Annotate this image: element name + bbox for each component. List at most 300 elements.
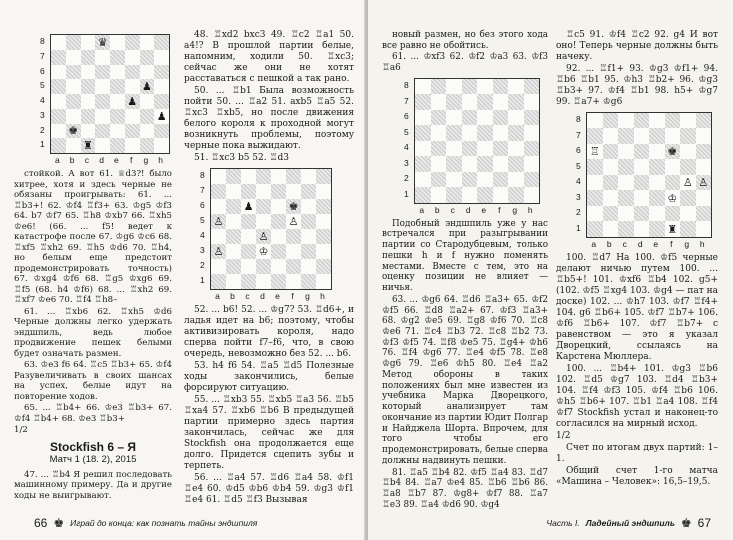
board-square [603, 144, 619, 160]
board-square [649, 128, 665, 144]
board-square [649, 190, 665, 206]
board-square [81, 94, 96, 109]
board-square [634, 221, 650, 237]
board-square [226, 244, 241, 259]
board-square [211, 229, 226, 244]
board-square [446, 125, 462, 141]
board-square [154, 94, 169, 109]
board-square [665, 144, 681, 160]
board-square [256, 214, 271, 229]
board-square [524, 172, 540, 188]
file-label: a [419, 204, 425, 215]
file-label: a [591, 238, 597, 249]
rank-label: 6 [40, 65, 45, 76]
board-square [140, 35, 155, 50]
board-square [524, 110, 540, 126]
file-label: a [215, 290, 220, 301]
board-square [125, 138, 140, 153]
board-square [211, 259, 226, 274]
board-square [431, 79, 447, 95]
right-col1-bottom-text [382, 219, 548, 511]
paragraph: 61. ... ♖xb6 62. ♖xh5 ♔d6 Черные должны легко удержать эндшпиль, ведь любое продвижение пешек белыми будет означать размен. [14, 306, 172, 359]
chess-piece: ♟ [243, 199, 254, 213]
paragraph: 51. ♖xc3 b5 52. ♖d3 [194, 152, 290, 163]
rank-label: 3 [404, 157, 409, 168]
board-square [587, 128, 603, 144]
rank-label: 7 [200, 184, 205, 195]
running-title: Играй до конца: как познать тайны эндшпиля [70, 518, 258, 528]
board-square [316, 259, 331, 274]
file-label: e [481, 204, 487, 215]
chess-piece: ♟ [156, 109, 167, 123]
board-square [618, 206, 634, 222]
board-square [680, 175, 696, 191]
file-label: b [606, 238, 612, 249]
board-square [634, 128, 650, 144]
board-square [110, 124, 125, 139]
board-square [446, 79, 462, 95]
board-square [301, 244, 316, 259]
paragraph: 100. ... ♖b4+ 101. ♔g3 ♖b6 102. ♖d5 ♔g7 103. ♖d4 ♖b3+ 104. ♖f4 ♔f3 105. ♔f4 ♖b6 106. ♔h5 ♖b6+ 107. ♖b1 ♖a4 108. ♖f4 ♔f7 Stockfish устал и наконец-то согласился на мирный исход. [556, 363, 718, 429]
board-square [316, 244, 331, 259]
paragraph: новый размен, но без этого хода все равно не обойтись. [382, 30, 548, 51]
paragraph: 61. ... ♔xf3 62. ♔f2 ♔a3 63. ♔f3 ♖a6 [382, 52, 548, 74]
board-square [446, 141, 462, 157]
rank-label: 7 [40, 50, 45, 61]
board-square [66, 79, 81, 94]
paragraph: 63. ... ♔g6 64. ♖d6 ♖a3+ 65. ♔f2 ♔f5 66. ♖d8 ♖a2+ 67. ♔f3 ♖a3+ 68. ♔g2 ♔e5 69. ♖g8 ♔f6 70. ♖c8 ♔e6 71. ♖c4 ♖b3 72. ♖c8 ♖b2 73. ♔f3 ♔f5 74. ♖f8 ♔e5 75. ♖g4+ ♔h6 76. ♖f4 ♔g6 77. ♖e4 ♔f5 78. ♖e8 ♔g6 79. ♖e6 ♔h5 80. ♖e4 ♖a2 Метод обороны в таких положениях был мне известен из учебника Марка Дворецкого, который анализирует там окончание из партии Юдит Полгар и Найджела Шорта. Впрочем, для того чтобы его продемонстрировать, белые сперва должны надвинуть пешки. [382, 294, 548, 466]
board-square [446, 110, 462, 126]
board-square [211, 184, 226, 199]
board-square [649, 113, 665, 129]
left-page [0, 0, 366, 540]
board-square [81, 109, 96, 124]
board-square [508, 156, 524, 172]
board-square [140, 138, 155, 153]
chess-board [50, 34, 170, 154]
board-square [211, 214, 226, 229]
board-square [462, 94, 478, 110]
board-square [696, 221, 712, 237]
board-square [431, 187, 447, 203]
file-label: h [699, 238, 705, 249]
board-square [95, 124, 110, 139]
paragraph: 52. ... b6! 52. ... ♔g7? 53. ♖d6+, и ладья идет на b6; поэтому, чтобы активизировать короля, надо сперва пойти f7–f6, что, в свою очередь, невозможно без 52. ... b6. [184, 304, 354, 359]
board-square [508, 187, 524, 203]
board-square [508, 79, 524, 95]
board-square [603, 113, 619, 129]
chess-piece: ♛ [97, 35, 108, 49]
board-square [154, 50, 169, 65]
board-square [125, 94, 140, 109]
left-col2-top-text [184, 30, 354, 164]
file-labels [210, 291, 330, 302]
board-square [66, 138, 81, 153]
board-square [696, 113, 712, 129]
left-column-1 [14, 34, 172, 502]
rank-label: 2 [576, 207, 581, 218]
board-square [665, 175, 681, 191]
board-square [680, 221, 696, 237]
board-square [256, 199, 271, 214]
board-square [665, 113, 681, 129]
left-col2-bottom-text [184, 305, 354, 506]
board-square [508, 125, 524, 141]
rank-label: 8 [576, 114, 581, 125]
board-square [271, 169, 286, 184]
board-square [286, 229, 301, 244]
board-square [286, 184, 301, 199]
rank-label: 2 [40, 124, 45, 135]
board-square [271, 184, 286, 199]
file-label: e [114, 155, 119, 165]
part-label: Часть I. [546, 518, 580, 528]
board-square [95, 65, 110, 80]
board-square [286, 259, 301, 274]
board-square [271, 274, 286, 289]
board-square [696, 190, 712, 206]
board-square [665, 206, 681, 222]
board-square [649, 159, 665, 175]
board-square [110, 138, 125, 153]
file-label: c [245, 290, 250, 301]
board-square [680, 206, 696, 222]
king-icon: ♚ [680, 516, 692, 530]
board-square [140, 124, 155, 139]
board-square [477, 110, 493, 126]
file-label: e [275, 290, 280, 301]
board-square [477, 187, 493, 203]
rank-label: 1 [576, 222, 581, 233]
board-square [271, 214, 286, 229]
board-square [462, 110, 478, 126]
rank-label: 6 [200, 199, 205, 210]
rank-label: 3 [576, 191, 581, 202]
board-square [211, 274, 226, 289]
board-square [140, 94, 155, 109]
paragraph: Подобный эндшпиль уже у нас встречался при разыгрывании партии со Стародубцевым, только пешки h и f нужно поменять местами. Вместе с тем, это на оценку позиции не влияет — ничья. [382, 218, 548, 294]
board-square [603, 128, 619, 144]
chess-piece: ♔ [258, 244, 269, 258]
board-square [603, 159, 619, 175]
board-square [256, 244, 271, 259]
file-label: b [69, 155, 75, 165]
board-square [493, 141, 509, 157]
board-square [51, 65, 66, 80]
board-square [696, 128, 712, 144]
running-title: Ладейный эндшпиль [585, 518, 675, 528]
king-icon: ♚ [53, 516, 65, 530]
board-square [211, 244, 226, 259]
rank-label: 5 [576, 160, 581, 171]
board-square [271, 244, 286, 259]
board-square [226, 274, 241, 289]
board-square [587, 175, 603, 191]
board-square [431, 156, 447, 172]
chess-diagram-1 [40, 34, 168, 165]
board-square [316, 274, 331, 289]
board-square [618, 113, 634, 129]
board-square [241, 184, 256, 199]
board-square [618, 144, 634, 160]
board-square [665, 190, 681, 206]
rank-label: 8 [200, 169, 205, 180]
rank-label: 4 [40, 95, 45, 106]
paragraph: 63. ♔e3 f6 64. ♖c5 ♖b3+ 65. ♔f4 Разувеличивать в своих шансах на успех, белые идут на повторение ходов. [14, 360, 172, 402]
rank-label: 4 [576, 176, 581, 187]
board-square [649, 221, 665, 237]
file-label: h [158, 155, 163, 165]
chess-piece: ♙ [258, 229, 269, 243]
board-square [154, 109, 169, 124]
board-square [316, 199, 331, 214]
file-label: b [434, 204, 440, 215]
left-col1-after [14, 470, 172, 501]
board-square [493, 94, 509, 110]
chess-piece: ♙ [213, 244, 224, 258]
board-square [446, 172, 462, 188]
board-square [603, 206, 619, 222]
file-label: c [450, 204, 455, 215]
board-square [431, 110, 447, 126]
paragraph: 55. ... ♖xb3 55. ♖xb5 ♖a3 56. ♖b5 ♖xa4 57. ♖xb6 ♖b6 В предыдущей партии примерно здесь партия закончилась, сейчас же для Stockfish она продолжается еще долго. Придется сцепить зубы и терпеть. [184, 394, 354, 471]
board-square [680, 159, 696, 175]
board-square [125, 79, 140, 94]
board-square [680, 190, 696, 206]
board-square [125, 124, 140, 139]
paragraph: Общий счет 1-го матча «Машина – Человек»: 16,5–19,5. [556, 465, 718, 487]
board-square [154, 79, 169, 94]
chess-piece: ♟ [141, 80, 152, 94]
board-square [271, 259, 286, 274]
rank-label: 7 [576, 129, 581, 140]
board-square [462, 187, 478, 203]
board-square [665, 159, 681, 175]
board-square [226, 199, 241, 214]
file-labels [586, 239, 710, 250]
board-square [493, 172, 509, 188]
paragraph: Счет по итогам двух партий: 1–1. [556, 442, 718, 464]
board-square [603, 190, 619, 206]
rank-label: 1 [40, 139, 45, 150]
board-square [477, 156, 493, 172]
board-square [51, 124, 66, 139]
board-square [154, 124, 169, 139]
board-square [587, 113, 603, 129]
game-subtitle: Матч 1 (18. 2), 2015 [49, 454, 137, 466]
rank-label: 1 [200, 274, 205, 285]
rank-label: 4 [200, 229, 205, 240]
chess-piece: ♖ [589, 145, 600, 159]
board-square [415, 156, 431, 172]
board-square [256, 274, 271, 289]
board-square [301, 274, 316, 289]
paragraph: 1/2 [14, 425, 28, 436]
board-square [66, 109, 81, 124]
board-square [415, 187, 431, 203]
board-square [95, 109, 110, 124]
board-square [81, 79, 96, 94]
board-square [587, 206, 603, 222]
board-square [618, 221, 634, 237]
board-square [431, 125, 447, 141]
board-square [634, 206, 650, 222]
board-square [431, 94, 447, 110]
board-square [66, 65, 81, 80]
board-square [524, 79, 540, 95]
file-label: g [512, 204, 518, 215]
chess-piece: ♙ [698, 176, 709, 190]
board-square [81, 138, 96, 153]
board-square [587, 221, 603, 237]
rank-label: 4 [404, 142, 409, 153]
board-square [587, 159, 603, 175]
board-square [301, 229, 316, 244]
board-square [95, 35, 110, 50]
chess-diagram-3 [404, 78, 538, 216]
rank-labels [40, 34, 45, 152]
board-square [634, 190, 650, 206]
board-square [696, 175, 712, 191]
board-square [241, 229, 256, 244]
page-number: 67 [697, 516, 711, 530]
board-square [125, 109, 140, 124]
board-square [110, 35, 125, 50]
file-label: g [684, 238, 690, 249]
board-square [110, 109, 125, 124]
board-square [286, 214, 301, 229]
board-square [477, 94, 493, 110]
chess-piece: ♔ [667, 191, 678, 205]
board-square [66, 50, 81, 65]
file-label: f [670, 238, 673, 249]
chess-piece: ♙ [288, 214, 299, 228]
chess-board [210, 168, 332, 290]
board-square [256, 229, 271, 244]
board-square [618, 190, 634, 206]
rank-labels [404, 78, 409, 202]
file-label: f [498, 204, 501, 215]
board-square [618, 128, 634, 144]
rank-label: 3 [40, 109, 45, 120]
board-square [301, 184, 316, 199]
game-title: Stockfish 6 – Я [50, 439, 136, 454]
board-square [316, 229, 331, 244]
board-square [140, 109, 155, 124]
rank-label: 2 [200, 259, 205, 270]
board-square [446, 187, 462, 203]
board-square [680, 113, 696, 129]
board-square [226, 169, 241, 184]
board-square [524, 125, 540, 141]
right-col1-top-text [382, 30, 548, 74]
file-label: g [143, 155, 149, 165]
file-label: d [260, 290, 265, 301]
file-label: f [291, 290, 294, 301]
board-square [51, 35, 66, 50]
board-square [508, 94, 524, 110]
board-square [226, 259, 241, 274]
board-square [95, 94, 110, 109]
board-square [634, 175, 650, 191]
board-square [95, 79, 110, 94]
board-square [618, 159, 634, 175]
board-square [462, 125, 478, 141]
paragraph: 92. ... ♖f1+ 93. ♔g3 ♔f1+ 94. ♖b6 ♖b1 95. ♔h3 ♖b2+ 96. ♔g3 ♖b3+ 97. ♔f4 ♖b1 98. h5+ ♔g7 99. ♖a7+ ♔g6 [556, 63, 718, 107]
file-label: a [55, 155, 60, 165]
board-square [95, 50, 110, 65]
file-label: e [653, 238, 659, 249]
file-label: h [320, 290, 325, 301]
board-square [154, 65, 169, 80]
board-square [680, 128, 696, 144]
rank-label: 2 [404, 173, 409, 184]
paragraph: 1/2 [556, 430, 571, 441]
board-square [51, 50, 66, 65]
rank-label: 5 [200, 214, 205, 225]
board-square [241, 199, 256, 214]
chess-piece: ♟ [127, 94, 138, 108]
board-square [508, 172, 524, 188]
board-square [415, 79, 431, 95]
board-square [110, 79, 125, 94]
left-col1-text [14, 169, 172, 435]
chess-piece: ♙ [213, 214, 224, 228]
board-square [256, 259, 271, 274]
paragraph: 56. ... ♖a4 57. ♖d6 ♖a4 58. ♔f1 ♖e4 60. ♔d5 ♔b6 ♔b4 59. ♔g3 ♔f1 ♖e4 61. ♖d5 ♖f3 Вызывая [184, 472, 354, 505]
right-page [368, 0, 733, 540]
board-square [110, 65, 125, 80]
board-square [431, 172, 447, 188]
board-square [226, 184, 241, 199]
board-square [462, 79, 478, 95]
chess-piece: ♚ [667, 145, 678, 159]
board-square [286, 274, 301, 289]
board-square [95, 138, 110, 153]
board-square [241, 259, 256, 274]
file-labels [414, 205, 538, 216]
chess-piece: ♙ [682, 176, 693, 190]
board-square [493, 79, 509, 95]
board-square [415, 172, 431, 188]
board-square [140, 50, 155, 65]
board-square [524, 141, 540, 157]
rank-label: 6 [404, 111, 409, 122]
board-square [51, 138, 66, 153]
paragraph: 81. ♖a5 ♖b4 82. ♔f5 ♖a4 83. ♖d7 ♖b4 84. ♖a7 ♔e4 85. ♖b6 ♖b6 86. ♖a8 ♖b7 87. ♔g8+ ♔f7 88. ♖a7 ♖e3 89. ♖a4 ♔d6 90. ♔g4 [382, 467, 548, 510]
board-square [241, 169, 256, 184]
board-square [154, 35, 169, 50]
board-square [493, 187, 509, 203]
board-square [649, 144, 665, 160]
chess-piece: ♜ [667, 222, 678, 236]
board-square [493, 156, 509, 172]
board-square [66, 124, 81, 139]
board-square [286, 199, 301, 214]
chess-board [586, 112, 712, 238]
board-square [603, 175, 619, 191]
board-square [508, 141, 524, 157]
board-square [271, 229, 286, 244]
board-square [587, 144, 603, 160]
board-square [301, 199, 316, 214]
board-square [301, 169, 316, 184]
chess-diagram-4 [576, 112, 710, 250]
board-square [462, 172, 478, 188]
paragraph: 65. ... ♖b4+ 66. ♔e3 ♖b3+ 67. ♔f4 ♖b4+ 68. ♔e3 ♖b3+ [14, 403, 172, 424]
board-square [634, 144, 650, 160]
board-square [256, 184, 271, 199]
